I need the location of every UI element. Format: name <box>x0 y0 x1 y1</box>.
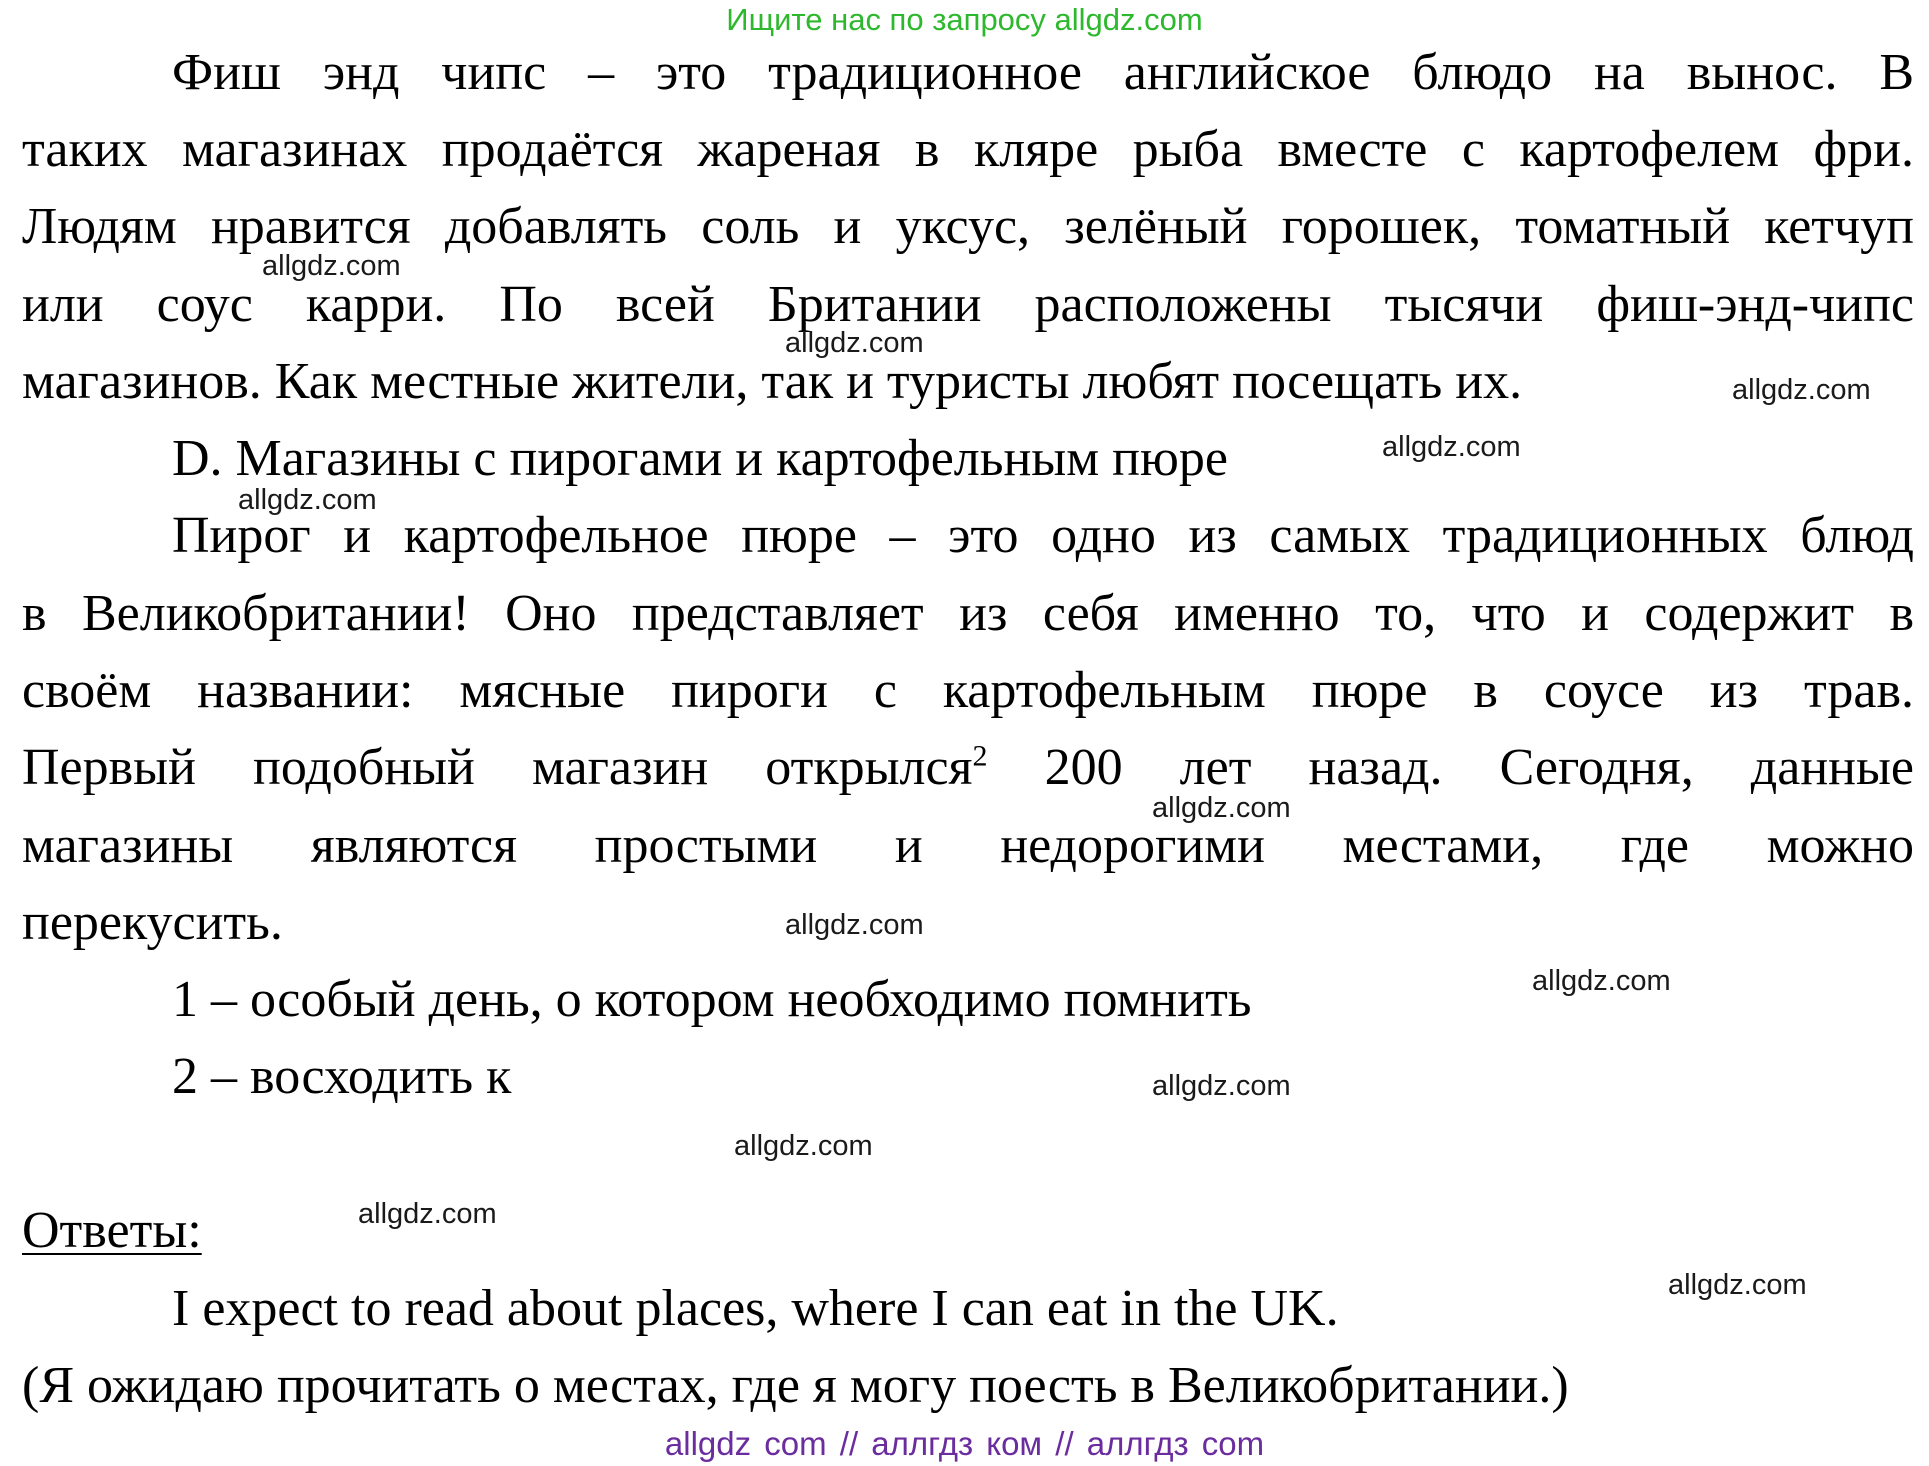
pie-paragraph-line: перекусить. <box>22 894 283 951</box>
answer-russian: (Я ожидаю прочитать о местах, где я могу поесть в Великобритании.) <box>22 1357 1569 1414</box>
watermark: allgdz.com <box>1732 374 1871 406</box>
section-d-heading: D. Магазины с пирогами и картофельным пюре <box>172 430 1228 487</box>
watermark: allgdz.com <box>785 909 924 941</box>
watermark: allgdz.com <box>1382 431 1521 463</box>
pie-paragraph-line: в Великобритании! Оно представляет из себя именно то, что и содержит в <box>22 585 1914 642</box>
footer-banner[interactable]: allgdz com // аллгдз ком // аллгдз com <box>664 1425 1265 1462</box>
watermark: allgdz.com <box>1152 1070 1291 1102</box>
watermark: allgdz.com <box>238 484 377 516</box>
footnote-2: 2 – восходить к <box>172 1048 512 1105</box>
watermark: allgdz.com <box>1668 1269 1807 1301</box>
pie-line-part: 200 лет назад. Сегодня, данные <box>1044 739 1915 796</box>
fish-paragraph-line: или соус карри. По всей Британии расположены тысячи фиш-энд-чипс <box>22 276 1914 333</box>
answer-english: I expect to read about places, where I can eat in the UK. <box>172 1280 1339 1337</box>
fish-paragraph-line: магазинов. Как местные жители, так и туристы любят посещать их. <box>22 353 1523 410</box>
pie-paragraph-line: своём названии: мясные пироги с картофельным пюре в соусе из трав. <box>22 662 1914 719</box>
pie-paragraph-line: Пирог и картофельное пюре – это одно из самых традиционных блюд <box>172 507 1914 564</box>
footnote-mark: 2 <box>972 739 988 773</box>
watermark: allgdz.com <box>1532 965 1671 997</box>
footnote-1: 1 – особый день, о котором необходимо помнить <box>172 971 1252 1028</box>
pie-paragraph-line <box>22 729 1914 807</box>
fish-paragraph-line: Людям нравится добавлять соль и уксус, зелёный горошек, томатный кетчуп <box>22 198 1914 255</box>
answers-title <box>22 1192 1914 1270</box>
answers-title-text: Ответы: <box>22 1202 202 1259</box>
search-banner[interactable]: Ищите нас по запросу allgdz.com <box>726 2 1203 37</box>
pie-paragraph-line: магазины являются простыми и недорогими местами, где можно <box>22 817 1914 874</box>
fish-paragraph-line: таких магазинах продаётся жареная в кляре рыба вместе с картофелем фри. <box>22 121 1914 178</box>
fish-paragraph-line: Фиш энд чипс – это традиционное английское блюдо на вынос. В <box>172 44 1914 101</box>
watermark: allgdz.com <box>1152 792 1291 824</box>
watermark: allgdz.com <box>785 327 924 359</box>
watermark: allgdz.com <box>358 1198 497 1230</box>
pie-line-part: Первый подобный магазин открылся <box>22 739 973 796</box>
watermark: allgdz.com <box>262 250 401 282</box>
watermark: allgdz.com <box>734 1130 873 1162</box>
